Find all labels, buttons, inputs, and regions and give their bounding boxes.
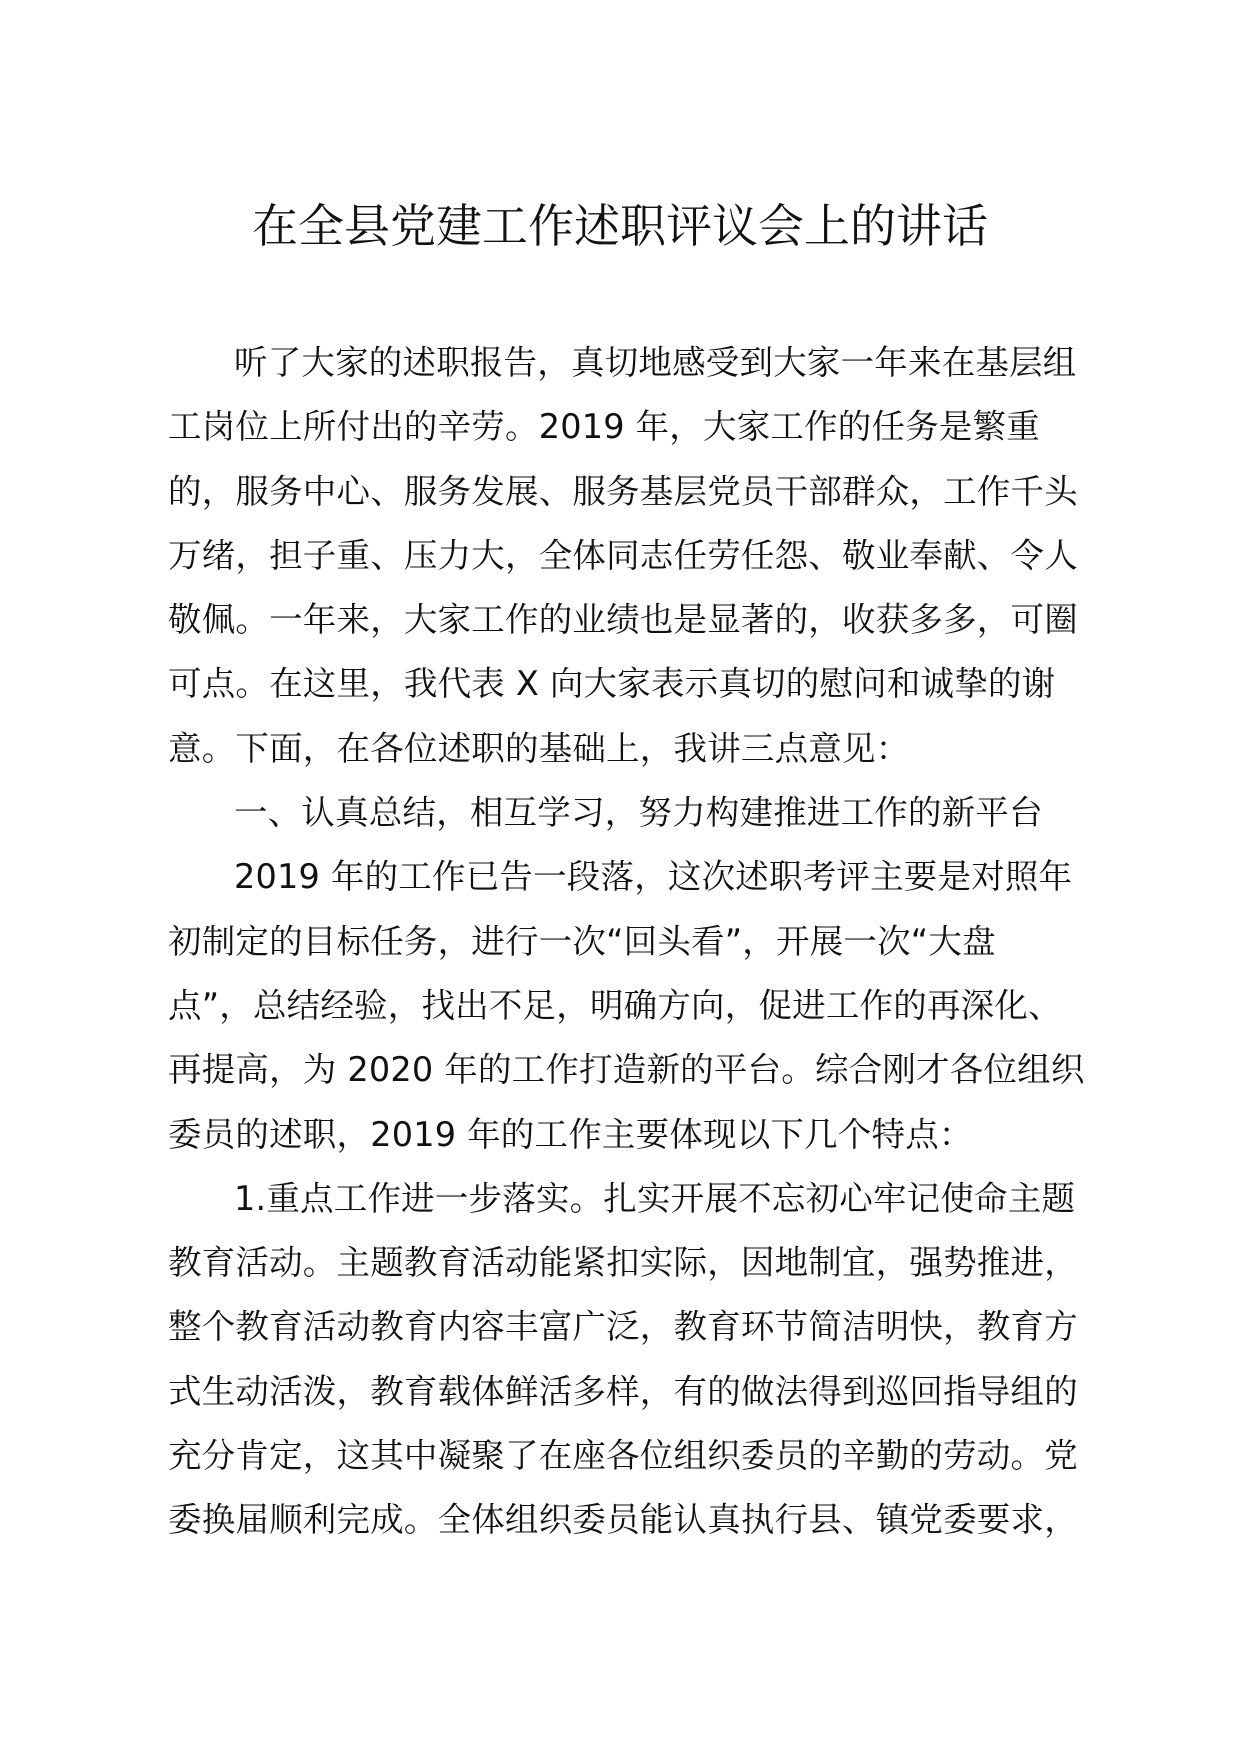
document-title: 在全县党建工作述职评议会上的讲话 <box>252 199 988 253</box>
paragraph-line: 教育活动。主题教育活动能紧扣实际，因地制宜，强势推进， <box>168 1243 1078 1283</box>
paragraph-line: 万绪，担子重、压力大，全体同志任劳任怨、敬业奉献、令人 <box>168 535 1078 575</box>
paragraph-line: 的，服务中心、服务发展、服务基层党员干部群众，工作千头 <box>168 471 1078 511</box>
paragraph-line: 意。下面，在各位述职的基础上，我讲三点意见： <box>168 728 910 768</box>
paragraph-line: 再提高，为 2020 年的工作打造新的平台。综合刚才各位组织 <box>168 1050 1085 1090</box>
document-body <box>168 331 1088 1553</box>
paragraph-line: 敬佩。一年来，大家工作的业绩也是显著的，收获多多，可圈 <box>168 600 1078 640</box>
paragraph-line: 初制定的目标任务，进行一次“回头看”，开展一次“大盘 <box>168 921 996 961</box>
paragraph-line: 式生动活泼，教育载体鲜活多样，有的做法得到巡回指导组的 <box>168 1371 1078 1411</box>
paragraph-line: 点”，总结经验，找出不足，明确方向，促进工作的再深化、 <box>168 985 1062 1025</box>
paragraph-line: 委换届顺利完成。全体组织委员能认真执行县、镇党委要求， <box>168 1500 1078 1540</box>
paragraph-line: 充分肯定，这其中凝聚了在座各位组织委员的辛勤的劳动。党 <box>168 1436 1078 1476</box>
paragraph-line: 工岗位上所付出的辛劳。2019 年，大家工作的任务是繁重 <box>168 407 1041 447</box>
section-heading: 一、认真总结，相互学习，努力构建推进工作的新平台 <box>234 793 1043 833</box>
paragraph-line: 可点。在这里，我代表 X 向大家表示真切的慰问和诚挚的谢 <box>168 664 1056 704</box>
paragraph-line: 听了大家的述职报告，真切地感受到大家一年来在基层组 <box>234 343 1077 382</box>
paragraph-line: 委员的述职，2019 年的工作主要体现以下几个特点： <box>168 1114 973 1154</box>
paragraph-line: 1.重点工作进一步落实。扎实开展不忘初心牢记使命主题 <box>234 1178 1076 1218</box>
paragraph-line: 2019 年的工作已告一段落，这次述职考评主要是对照年 <box>234 857 1073 897</box>
paragraph-line: 整个教育活动教育内容丰富广泛，教育环节简洁明快，教育方 <box>168 1307 1078 1347</box>
